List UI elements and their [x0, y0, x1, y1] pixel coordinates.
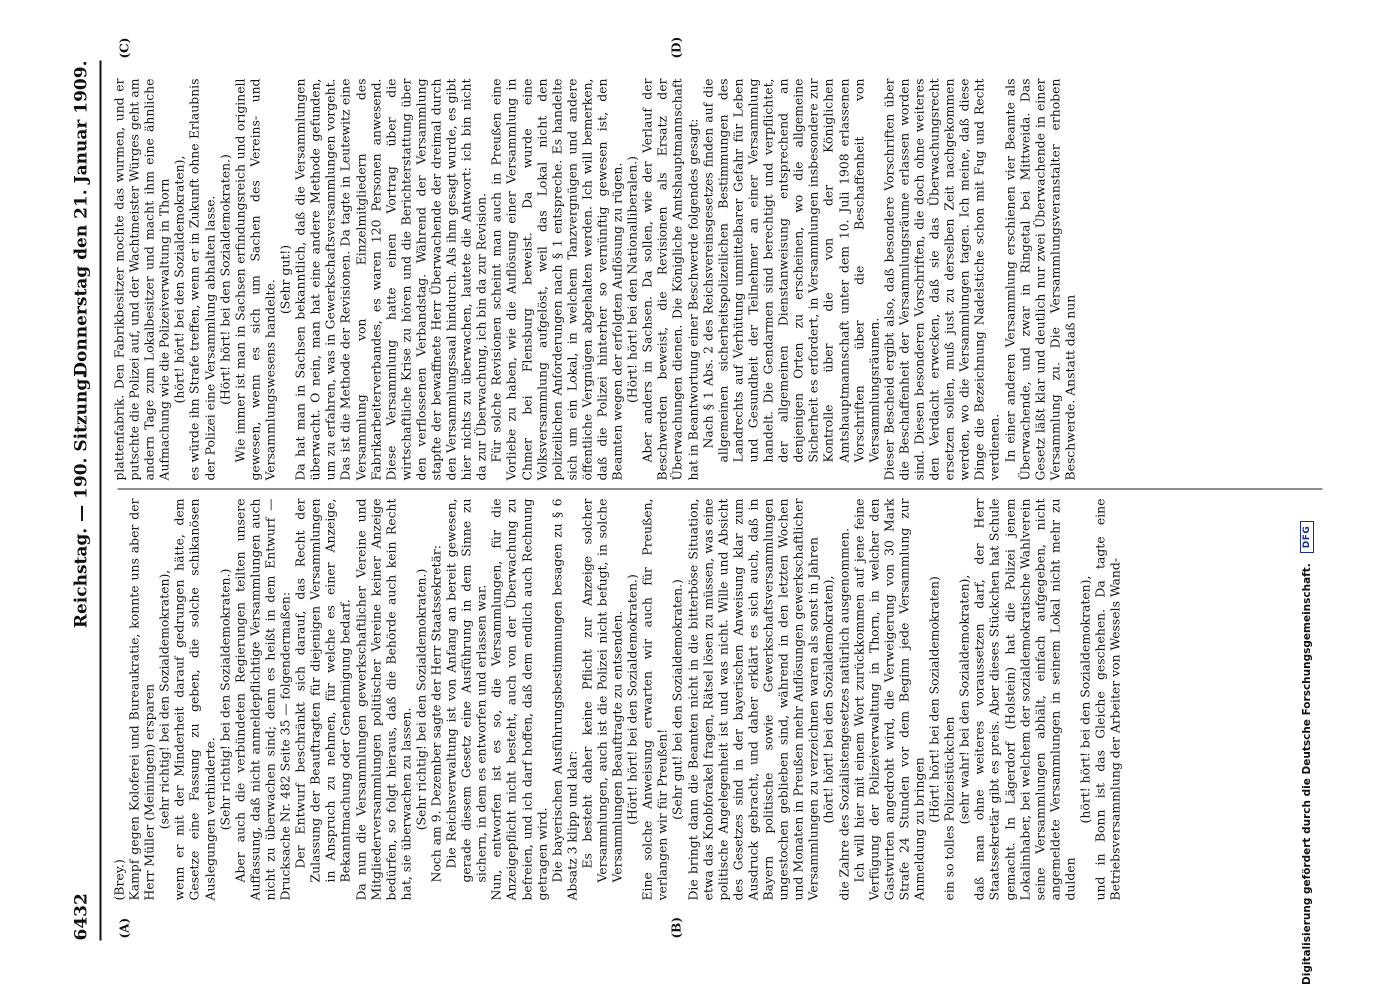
reaction-note: (sehr richtig! bei den Sozialdemokraten), — [156, 569, 172, 830]
text-paragraph: Dieser Bescheid ergibt also, daß besondere Vorschriften über die Beschaffenheit der Versammlungsräume erlassen worden sind. Diesen besonderen Vorschriften, die doch ohne weiteres den Verdacht erwecken, daß sie das Überwachungsrecht ersetzen sollen, muß just zu derselben Zeit nachgekommen werden, wo die Versammlungen tagen. Ich meine, daß diese Dinge die Bezeichnung Nadelstiche schon mit Fug und Recht verdienen. — [881, 78, 1002, 481]
reaction-note: (Sehr richtig! bei den Sozialdemokraten.) — [217, 568, 233, 831]
reaction-note: (Sehr gut! bei den Sozialdemokraten.) — [669, 579, 685, 820]
text-paragraph: und in Bonn ist das Gleiche geschehen. Da tagte eine Betriebsversammlung der Arbeiter von Wessels Wand- — [1092, 498, 1123, 901]
text-paragraph: Es besteht daher keine Pflicht zur Anzeige solcher Versammlungen, auch ist die Polizei nicht befugt, in solche Versammlungen Beauftragte zu entsenden. — [579, 498, 625, 883]
text-paragraph: Nun, entworfen ist es so, die Versammlungen, für die Anzeigepflicht nicht besteht, auch von der Überwachung zu befreien, und ich darf hoffen, daß dem endlich auch Rechnung getragen wird. — [488, 498, 550, 901]
text-paragraph: Eine solche Anweisung erwarten wir auch für Preußen, verlangen wir für Preußen! — [639, 498, 670, 901]
reaction-note: (Hört! hört! bei den Sozialdemokraten.) — [624, 574, 640, 825]
text-paragraph: die Zahre des Sozialistengesetzes natürlich ausgenommen. — [836, 527, 851, 901]
reaction-note: (Hört! hört! bei den Nationalliberalen.) — [624, 155, 640, 404]
text-paragraph: Für solche Revisionen scheint man auch in Preußen eine Vorliebe zu haben, wie die Auflösung einer Versammlung in Chmer bei Flensburg beweist. Da wurde eine Volksversammlung aufgelöst, weil das Lokal nicht den polizeilichen Anforderungen nach § 1 entspreche. Es handelte sich um ein Lokal, in welchem Tanzvergnügen und andere öffentliche Vergnügen abgehalten werden. Ich will bemerken, daß die Polizei hinterher so vernünftig gewesen ist, den Beamten wegen der erfolgten Auflösung zu rügen. — [488, 78, 625, 481]
margin-marker-a: (A) — [117, 917, 132, 939]
text-paragraph: plattenfabrik. Den Fabrikbesitzer mochte das wurmen, und er putschte die Polizei auf, und der Wachtmeister Würges geht am andern Tage zum Lokalbesitzer und macht ihm eine ähnliche Aufmachung wie die Polizeiverwaltung in Thorn — [111, 78, 172, 481]
text-paragraph: In einer anderen Versammlung erschienen vier Beamte als Überwachende, und zwar in Ringetal bei Mittweida. Das Gesetz läßt klar und deutlich nur zwei Überwachende in einer Versammlung zu. Die Versammlungsveranstalter erhoben Beschwerde. Anstatt daß nun — [1002, 78, 1078, 481]
text-paragraph: Die bayerischen Ausführungsbestimmungen besagen zu § 6 Absatz 3 klipp und klar: — [549, 498, 580, 901]
dfg-logo: DFG — [1300, 521, 1314, 554]
rotated-document-page — [0, 1, 1383, 1001]
page-number: 6432 — [71, 893, 92, 941]
credit-text: Digitalisierung gefördert durch die Deutsche Forschungsgemeinschaft. — [1301, 563, 1313, 985]
text-paragraph: Da nun die Versammlungen gewerkschaftlicher Vereine und Mitgliederversammlungen politischer Vereine keiner Anzeige bedürfen, so folgt hieraus, daß die Behörde auch kein Recht hat, sie überwachen zu lassen. — [353, 498, 414, 901]
reaction-note: (Hört! hört! bei den Sozialdemokraten.) — [217, 154, 233, 405]
reaction-note: (hört! hört! bei den Sozialdemokraten), — [171, 155, 187, 404]
text-paragraph: Die bringt dann die Beamten nicht in die bitterböse Situation, etwa das Knobforakel fragen, Rätsel lösen zu müssen, was eine politische Angelegenheit ist und was nicht. Wille und Absicht des Gesetzes sind in der bayerischen Anweisung klar zum Ausdruck gebracht, und daher erklärt es sich auch, daß in Bayern politische sowie Gewerkschaftsversammlungen ungestochen geblieben sind, während in den letzten Wochen und Monaten in Preußen mehr Auflösungen gewerkschaftlicher Versammlungen zu verzeichnen waren als sonst in Jahren — [685, 498, 821, 901]
text-paragraph: Kampf gegen Koloferei und Bureaukratie, konnte uns aber der Herr Müller (Meiningen) ersparen — [126, 498, 157, 901]
text-paragraph: Aber anders in Sachsen. Da sollen, wie der Verlauf der Beschwerden beweist, die Revisionen als Ersatz der Überwachungen dienen. Die Königliche Amtshauptmannschaft hat in Beantwortung einer Beschwerde folgendes gesagt: — [639, 78, 701, 481]
text-paragraph: Ich will hier mit einem Wort zurückkommen auf jene feine Verfügung der Polizeiverwaltung in Thorn, in welcher den Gastwirten angedroht wird, die Verweigerung von 30 Mark Strafe 24 Stunden vor dem Beginn jede Versammlung zur Anmeldung zu bringen — [851, 498, 927, 901]
margin-marker-d: (D) — [669, 36, 684, 59]
text-paragraph: wenn er mit der Minderheit darauf gedrungen hätte, dem Gesetze eine Fassung zu geben, die solche schikanösen Auslegungen verhinderte. — [171, 498, 218, 901]
text-paragraph: Da hat man in Sachsen bekanntlich, daß die Versammlungen überwacht. O nein, man hat eine andere Methode gefunden, um zu erfahren, was in Gewerkschaftsversammlungen vorgeht. Das ist die Methode der Revisionen. Da tagte in Leutewitz eine Versammlung von Einzelmitgliedern des Fabrikarbeiterverbandes, es waren 120 Personen anwesend. Diese Versammlung hatte einen Vortrag über die wirtschaftliche Krise zu hören und die Berichterstattung über den verflossenen Verbandstag. Während der Versammlung stapfte der bewaffnete Herr Überwachende der dreimal durch den Versammlungssaal hindurch. Als ihm gesagt wurde, es gibt hier nichts zu überwachen, lautete die Antwort: ich bin nicht da zur Überwachung, ich bin da zur Revision. — [292, 78, 489, 481]
margin-marker-b: (B) — [669, 917, 684, 939]
page-header — [66, 61, 102, 941]
text-paragraph: daß man ohne weiteres voraussetzen darf, der Herr Staatssekretär gibt es preis. Aber dieses Stückchen hat Schule gemacht. In Lägerdorf (Holstein) hat die Polizei jenem Lokalinhaber, bei welchem der sozialdemokratische Wahlverein seine Versammlungen abhält, einfach aufgegeben, nicht angemeldete Versammlungen in seinem Lokal nicht mehr zu dulden — [971, 498, 1078, 901]
text-paragraph: es würde ihn Strafe treffen, wenn er in Zukunft ohne Erlaubnis der Polizei eine Versammlung abhalten lasse. — [186, 78, 218, 481]
text-paragraph: ein so tolles Polizeistückchen — [941, 716, 957, 901]
text-paragraph: Wie immer ist man in Sachsen erfindungsreich und originell gewesen, wenn es sich um Sachen des Vereins- und Versammlungswesens handelte. — [232, 78, 278, 481]
text-paragraph: Nach § 1 Abs. 2 des Reichsvereinsgesetzes finden auf die allgemeinen sicherheitspolizeilichen Bestimmungen des Landrechts auf Verhütung unmittelbarer Gefahr für Leben und Gesundheit der Teilnehmer an einer Versammlung handelt. Die Gendarmen sind berechtigt und verpflichtet, der allgemeinen Dienstanweisung entsprechend an denjenigen Orten zu erscheinen, wo die allgemeine Sicherheit es erfordert, in Versammlungen insbesondere zur Kontrolle über die von der Königlichen Amtshauptmannschaft unter dem 10. Juli 1908 erlassenen Vorschriften über die Beschaffenheit von Versammlungsräumen. — [700, 78, 882, 463]
reaction-note: (hört! hört! bei den Sozialdemokraten), — [820, 575, 836, 824]
text-paragraph: (Brey.) — [111, 859, 127, 901]
digitization-credit — [1300, 0, 1314, 985]
text-paragraph: Der Entwurf beschränkt sich darauf, das Recht der Zulassung der Beauftragten für diejenigen Versammlungen in Anspruch zu nehmen, für welche es einer Anzeige, Bekanntmachung oder Genehmigung bedarf. — [292, 498, 353, 883]
right-text-column — [112, 79, 1327, 481]
reaction-note: (sehr wahr! bei den Sozialdemokraten), — [956, 574, 972, 825]
reaction-note: (Sehr gut!) — [277, 244, 293, 315]
reaction-note: (Hört! hört! bei den Sozialdemokraten) — [926, 576, 942, 823]
text-paragraph: Die Reichsverwaltung ist von Anfang an bereit gewesen, gerade diesem Gesetz eine Ausführung in dem Sinne zu sichern, in dem es entworfen und erlassen war. — [443, 498, 489, 883]
text-paragraph: Noch am 9. Dezember sagte der Herr Staatssekretär: — [428, 545, 444, 883]
column-divider — [118, 489, 1323, 490]
reaction-note: (hört! hört! bei den Sozialdemokraten), — [1077, 575, 1093, 824]
left-text-column — [112, 499, 1327, 901]
session-title: Reichstag. — 190. Sitzung. — [71, 372, 92, 629]
session-date: Donnerstag den 21. Januar 1909. — [71, 60, 92, 377]
text-paragraph: Aber auch die verbündeten Regierungen teilten unsere Auffassung, daß nicht anmeldepflichtige Versammlungen auch nicht zu überwachen sind; denn es heißt in dem Entwurf — Drucksache Nr. 482 Seite 35 — folgendermaßen: — [232, 498, 293, 901]
margin-marker-c: (C) — [117, 37, 132, 59]
reaction-note: (Sehr richtig! bei den Sozialdemokraten.) — [413, 568, 429, 831]
